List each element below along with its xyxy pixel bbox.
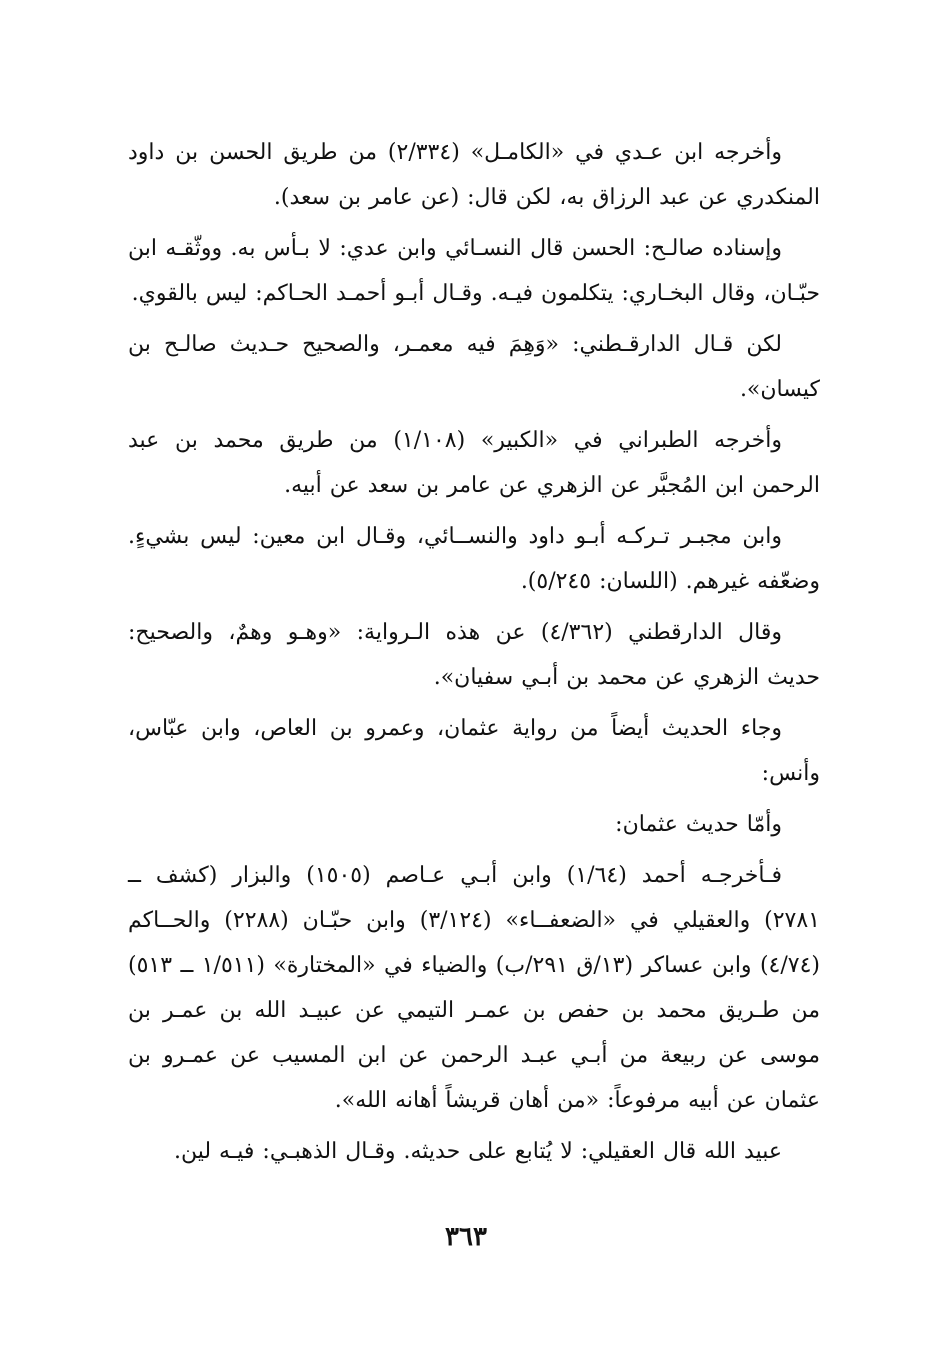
paragraph-uqayli-dhahabi: عبيد الله قال العقيلي: لا يُتابع على حديثه. وقـال الذهبـي: فيـه لين. <box>173 1139 782 1164</box>
paragraph-isnad-salih: وإسناده صالـح: الحسن قال النسـائي وابن عدي: لا بـأس به. ووثّقـه ابن حبّـان، وقال البخـاري: يتكلمون فيـه. وقـال أبـو أحمـد الحـاكم: ليس بالقوي. <box>128 236 820 306</box>
paragraph-ibn-adi-kamil: وأخرجه ابن عـدي في «الكامـل» (٢/٣٣٤) من طريق الحسن بن داود المنكدري عن عبد الرزاق به، لكن قال: (عن عامر بن سعد). <box>128 140 820 210</box>
paragraph-daraqutni-opinion: لكن قـال الدارقـطني: «وَهِمَ فيه معمـر، والصحيح حـديث صالـح بن كيسان». <box>128 332 820 402</box>
paragraph-other-narrations: وجاء الحديث أيضاً من رواية عثمان، وعمرو بن العاص، وابن عبّاس، وأنس: <box>128 716 820 786</box>
paragraph-tabarani-kabir: وأخرجه الطبراني في «الكبير» (١/١٠٨) من طريق محمد بن عبد الرحمن ابن المُجبَّر عن الزهري عن عامر بن سعد عن أبيه. <box>128 428 820 498</box>
paragraph-uthman-takhrij: فـأخرجـه أحمد (١/٦٤) وابن أبـي عـاصم (١٥٠٥) والبزار (كشف ــ ٢٧٨١) والعقيلي في «الضعفــاء» (٣/١٢٤) وابن حبّـان (٢٢٨٨) والحــاكم (٤/٧٤) وابن عساكر (١٣/ق ٢٩١/ب) والضياء في «المختارة» (١/٥١١ ــ ٥١٣) من طـريق محمد بن حفص بن عمـر التيمي عن عبيـد الله بن عمـر بن موسى عن ربيعة من أبـي عبـد الرحمن عن ابن المسيب عن عمـرو بن عثمان عن أبيه مرفوعاً: «من أهان قريشاً أهانه الله». <box>128 863 820 1113</box>
page-body <box>128 130 820 1180</box>
paragraph-ibn-mujabbar: وابن مجبـر تـركـه أبـو داود والنســائي، وقـال ابن معين: ليس بشيءٍ. وضعّفه غيرهم. (اللسان: ٥/٢٤٥). <box>128 524 820 594</box>
paragraph-uthman-heading: وأمّا حديث عثمان: <box>615 812 782 837</box>
page-number: ٣٦٣ <box>445 1222 487 1252</box>
paragraph-daraqutni-riwaya: وقال الدارقطني (٤/٣٦٢) عن هذه الـرواية: «وهـو وهمٌ، والصحيح: حديث الزهري عن محمد بن أبـي سفيان». <box>128 620 820 690</box>
